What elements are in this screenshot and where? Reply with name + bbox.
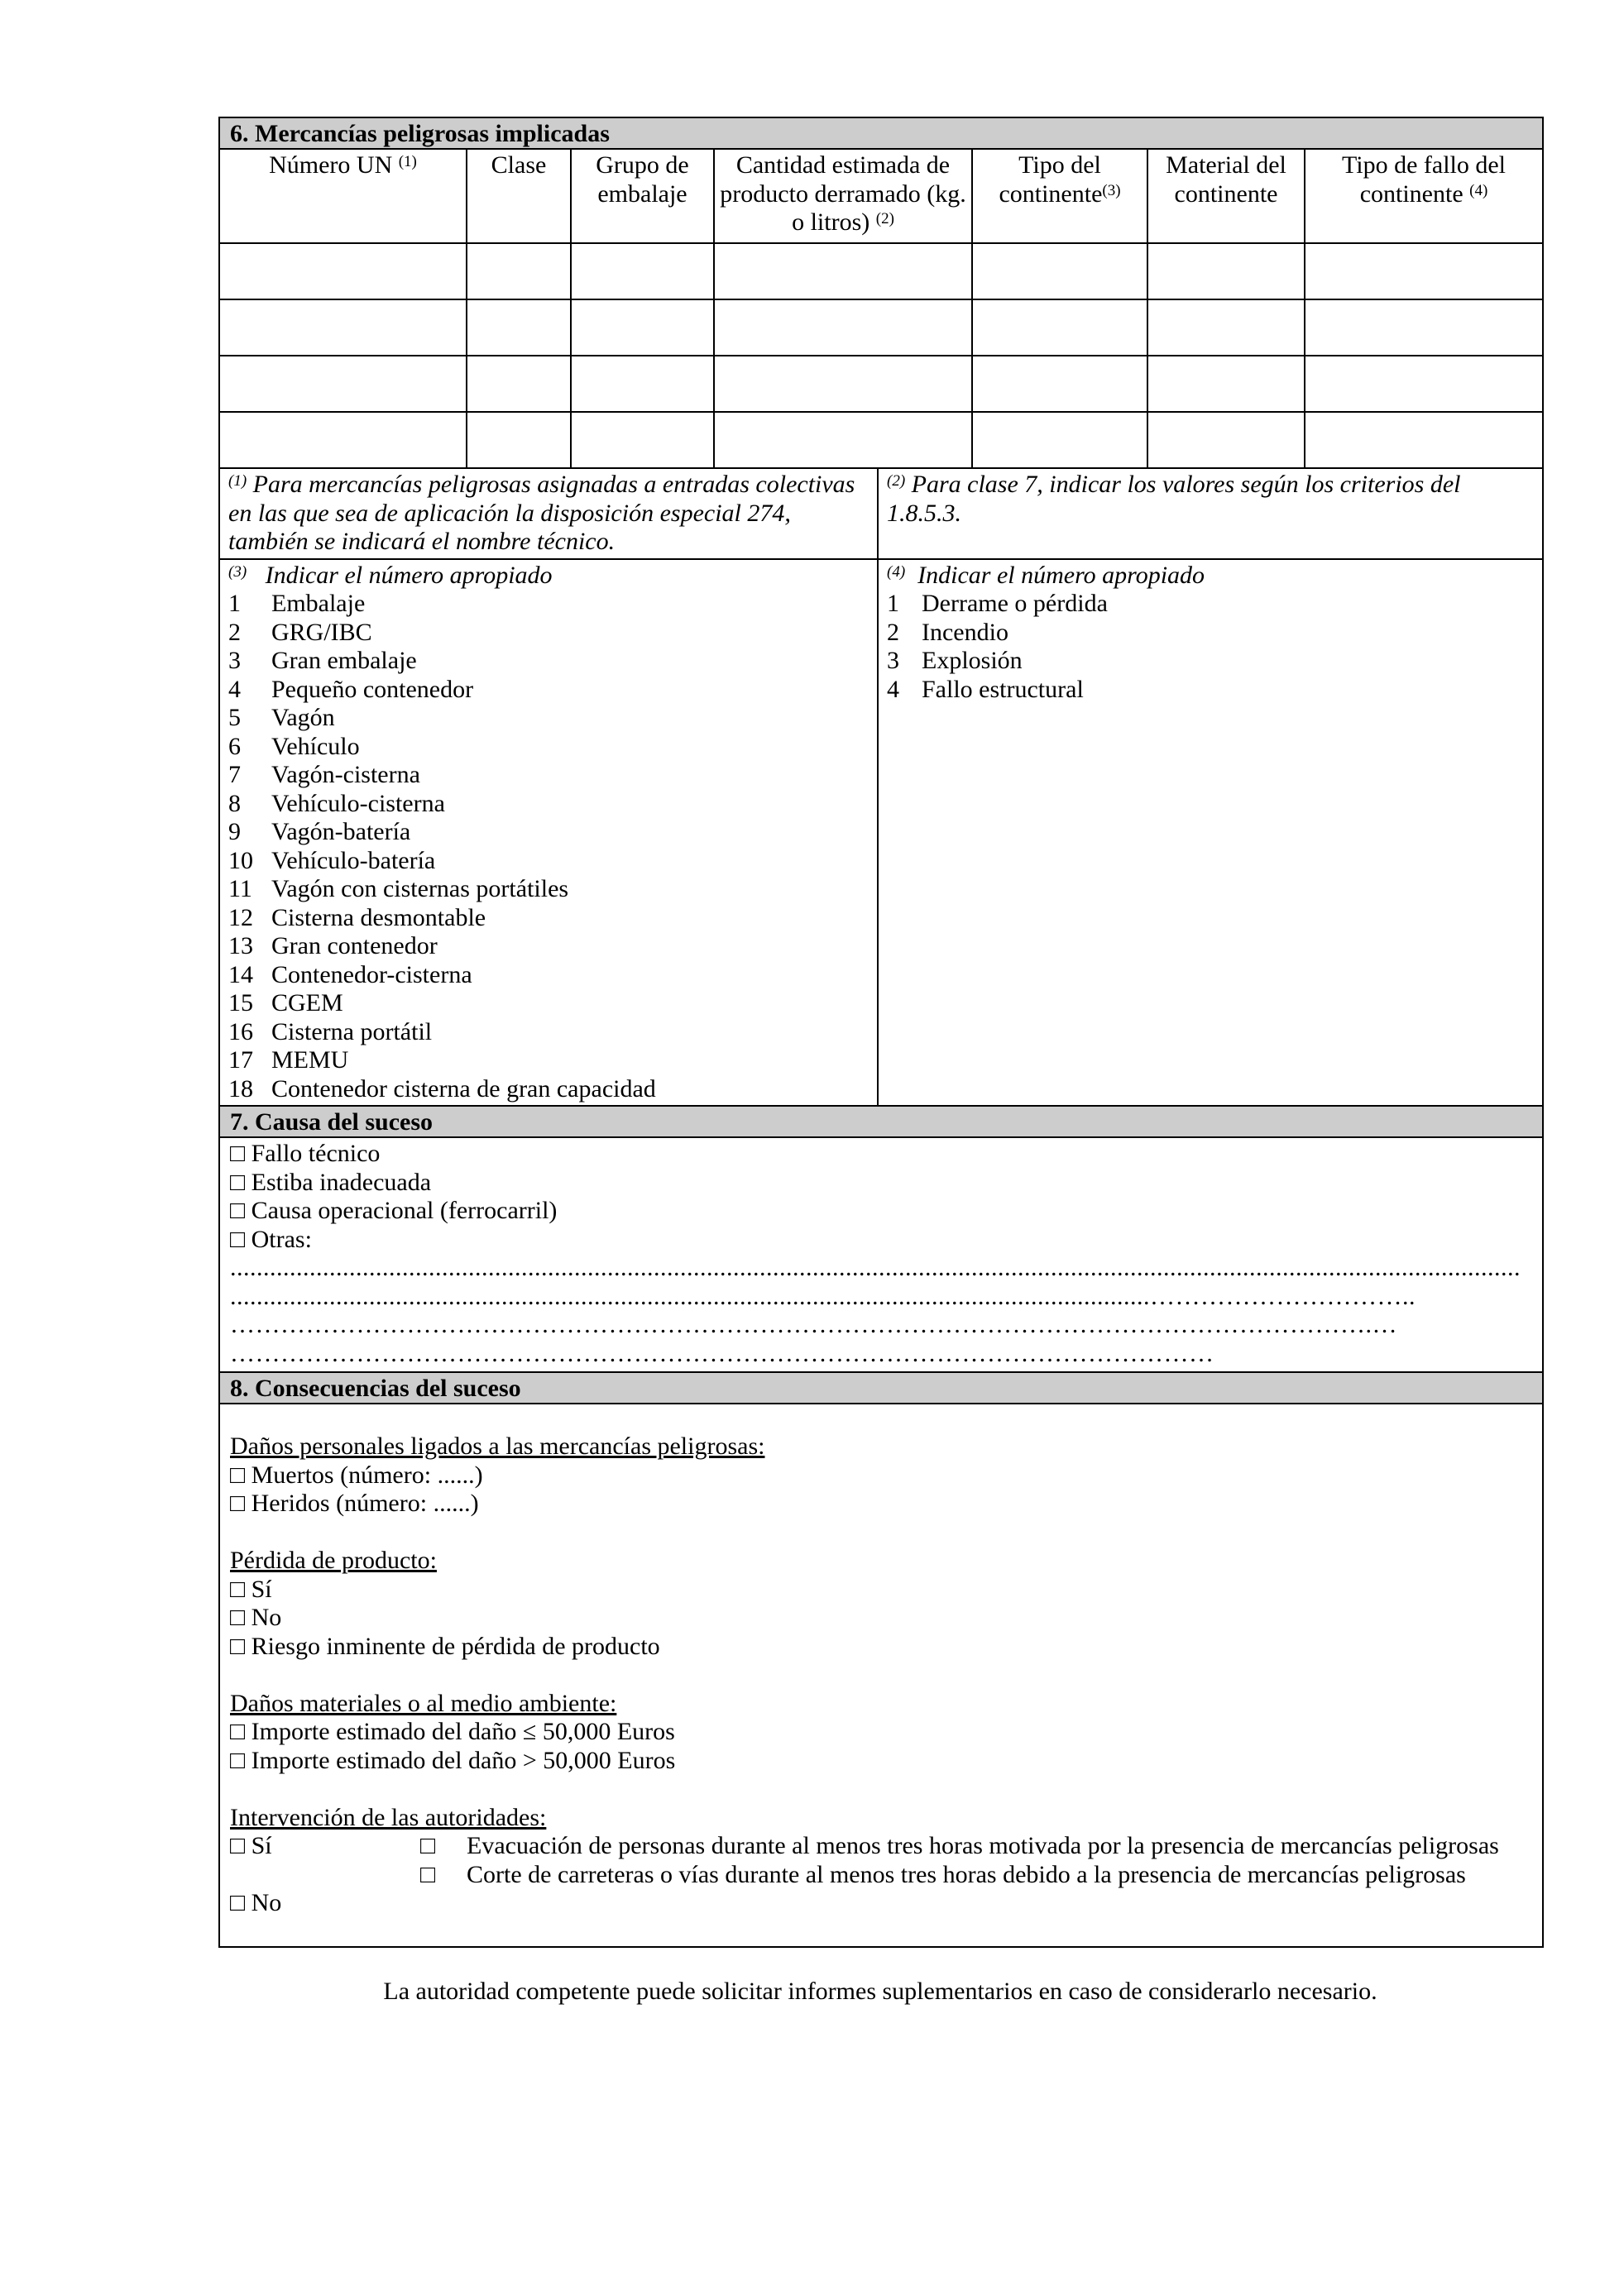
input-cell[interactable] <box>1305 243 1542 299</box>
input-cell[interactable] <box>972 299 1147 356</box>
list-item <box>228 761 869 790</box>
footnotes <box>220 467 1542 558</box>
list-item-number: 8 <box>228 789 241 817</box>
list-item <box>228 1018 869 1047</box>
col-class: Clase <box>467 150 571 243</box>
list-item-number: 13 <box>228 932 253 959</box>
list-item-number: 2 <box>228 618 241 646</box>
col-container-failure: Tipo de fallo del continente $^{(4)}$ <box>1305 150 1542 243</box>
dotted-line[interactable]: ……………………………………………………………………………………………………………………….… <box>230 1311 1397 1338</box>
form-frame <box>218 117 1544 1948</box>
checkbox-deaths[interactable]: □ Muertos (número: ......) <box>230 1461 483 1489</box>
personal-damage-title: Daños personales ligados a las mercancías peligrosas: <box>230 1433 765 1460</box>
input-cell[interactable] <box>1147 412 1305 467</box>
list-item-number: 12 <box>228 903 253 931</box>
list-item-number: 18 <box>228 1074 253 1103</box>
input-cell[interactable] <box>1305 299 1542 356</box>
input-cell[interactable] <box>467 243 571 299</box>
authorities-options <box>230 1832 1532 1889</box>
list-item <box>228 989 869 1018</box>
input-cell[interactable] <box>1305 412 1542 467</box>
failure-type-list <box>879 560 1542 1106</box>
list-item-number: 1 <box>887 590 899 617</box>
goods-table-header <box>220 150 1542 243</box>
list-item-number: 7 <box>228 761 241 788</box>
list-item <box>228 790 869 819</box>
checkbox-loss-no[interactable]: □ No <box>230 1604 282 1631</box>
input-cell[interactable] <box>220 356 467 412</box>
dotted-line[interactable]: ................................................................................................................................................................................................... <box>230 1254 1521 1281</box>
list-item-label: Vagón con cisternas portátiles <box>271 875 569 902</box>
dotted-line[interactable]: ...........................................................................................................................................………………………….. <box>230 1282 1416 1310</box>
list-item-label: Cisterna desmontable <box>271 903 486 931</box>
input-cell[interactable] <box>467 412 571 467</box>
list-item-number: 11 <box>228 875 252 902</box>
list-title: $^{(4)}$ Indicar el número apropiado <box>887 561 1205 589</box>
checkbox-damage-low[interactable]: □ Importe estimado del daño ≤ 50,000 Euros <box>230 1718 675 1745</box>
section-8-title: 8. Consecuencias del suceso <box>220 1373 1542 1404</box>
list-item <box>887 676 1534 705</box>
col-un-number: Número UN $^{(1)}$ <box>220 150 467 243</box>
authorities-title: Intervención de las autoridades: <box>230 1803 547 1831</box>
product-loss-title: Pérdida de producto: <box>230 1547 437 1574</box>
list-item <box>887 619 1534 648</box>
list-item-label: Derrame o pérdida <box>922 590 1108 617</box>
section-7 <box>220 1105 1542 1371</box>
list-item-number: 3 <box>887 647 899 674</box>
col-packing-group: Grupo de embalaje <box>571 150 714 243</box>
input-cell[interactable] <box>714 299 972 356</box>
list-item-number: 17 <box>228 1046 253 1074</box>
table-row <box>220 243 1542 299</box>
checkbox-damage-high[interactable]: □ Importe estimado del daño > 50,000 Euros <box>230 1746 676 1774</box>
input-cell[interactable] <box>1147 299 1305 356</box>
consequences <box>220 1404 1542 1946</box>
checkbox-loss-yes[interactable]: □ Sí <box>230 1575 272 1603</box>
checkbox-technical-failure[interactable]: □ Fallo técnico <box>230 1140 381 1167</box>
goods-table <box>220 150 1542 467</box>
list-item <box>228 676 869 705</box>
list-item-label: GRG/IBC <box>271 618 372 646</box>
list-item <box>228 1046 869 1075</box>
input-cell[interactable] <box>467 356 571 412</box>
list-item-number: 3 <box>228 647 241 674</box>
list-item-label: Vehículo-cisterna <box>271 789 445 817</box>
list-item-label: Contenedor cisterna de gran capacidad <box>271 1074 656 1103</box>
col-container-type: Tipo del continente$^{(3)}$ <box>972 150 1147 243</box>
list-item <box>228 733 869 762</box>
list-item-label: Vagón-cisterna <box>271 761 420 788</box>
list-item-label: Gran embalaje <box>271 647 417 674</box>
list-title: $^{(3)}$ Indicar el número apropiado <box>228 561 553 589</box>
checkbox-authorities-yes[interactable]: □ Sí <box>230 1832 272 1859</box>
input-cell[interactable] <box>1305 356 1542 412</box>
footer-note: La autoridad competente puede solicitar informes suplementarios en caso de considerarlo necesario. <box>383 1978 1377 2005</box>
list-item-label: Contenedor-cisterna <box>271 960 472 988</box>
section-6-title: 6. Mercancías peligrosas implicadas <box>220 118 1542 150</box>
checkbox-road-closure[interactable]: □ Corte de carreteras o vías durante al menos tres horas debido a la presencia de mercancías peligrosas <box>420 1860 1466 1888</box>
input-cell[interactable] <box>220 243 467 299</box>
footnote-2: $^{(2)}$ Para clase 7, indicar los valores según los criterios del 1.8.5.3. <box>887 471 1461 527</box>
list-item-number: 4 <box>228 675 241 703</box>
input-cell[interactable] <box>972 412 1147 467</box>
list-item <box>228 704 869 733</box>
input-cell[interactable] <box>714 243 972 299</box>
list-item-label: Vehículo <box>271 732 360 760</box>
list-item-label: Vagón-batería <box>271 818 411 845</box>
list-item-label: Vagón <box>271 704 335 731</box>
list-item <box>887 590 1534 619</box>
list-item-number: 1 <box>228 590 241 617</box>
table-row <box>220 356 1542 412</box>
list-item-number: 4 <box>887 675 899 703</box>
list-item-label: MEMU <box>271 1046 349 1074</box>
list-item <box>228 1075 869 1104</box>
section-8 <box>220 1371 1542 1946</box>
col-container-material: Material del continente <box>1147 150 1305 243</box>
list-item <box>228 961 869 990</box>
list-item-label: Vehículo-batería <box>271 846 436 874</box>
list-item-number: 10 <box>228 846 253 874</box>
list-item <box>228 904 869 933</box>
list-item-label: Embalaje <box>271 590 366 617</box>
list-item-label: CGEM <box>271 989 343 1016</box>
checkbox-icon: □ <box>420 1832 436 1859</box>
input-cell[interactable] <box>467 299 571 356</box>
list-item <box>228 647 869 676</box>
list-item <box>887 647 1534 676</box>
list-item-number: 5 <box>228 704 241 731</box>
checkbox-other[interactable]: □ Otras: <box>230 1225 312 1253</box>
col-estimated-quantity: Cantidad estimada de producto derramado (kg. o litros) $^{(2)}$ <box>714 150 972 243</box>
footnote-1: $^{(1)}$ Para mercancías peligrosas asignadas a entradas colectivas en las que sea de aplicación la disposición especial 274, también se indicará el nombre técnico. <box>220 469 879 558</box>
list-item-number: 16 <box>228 1017 253 1045</box>
list-item <box>228 818 869 847</box>
list-item-number: 2 <box>887 618 899 646</box>
checkbox-evacuation[interactable]: □ Evacuación de personas durante al menos tres horas motivada por la presencia de mercancías peligrosas <box>420 1832 1499 1859</box>
list-item-number: 15 <box>228 989 253 1016</box>
material-damage-title: Daños materiales o al medio ambiente: <box>230 1689 617 1717</box>
checkbox-icon: □ <box>420 1860 436 1888</box>
input-cell[interactable] <box>714 412 972 467</box>
authorities-suboptions <box>420 1832 1532 1889</box>
checkbox-injured[interactable]: □ Heridos (número: ......) <box>230 1490 479 1517</box>
table-row <box>220 299 1542 356</box>
input-cell[interactable] <box>571 243 714 299</box>
code-lists <box>220 558 1542 1106</box>
checkbox-operational-cause[interactable]: □ Causa operacional (ferrocarril) <box>230 1197 558 1224</box>
list-item-number: 9 <box>228 818 241 845</box>
input-cell[interactable] <box>220 412 467 467</box>
list-item <box>228 847 869 876</box>
input-cell[interactable] <box>571 299 714 356</box>
list-item-number: 6 <box>228 732 241 760</box>
input-cell[interactable] <box>1147 243 1305 299</box>
input-cell[interactable] <box>972 243 1147 299</box>
checkbox-authorities-no[interactable]: □ No <box>230 1889 282 1916</box>
list-item-label: Explosión <box>922 647 1023 674</box>
list-item-label: Gran contenedor <box>271 932 438 959</box>
report-form <box>218 117 1544 2005</box>
cause-options <box>220 1138 1542 1371</box>
list-item <box>228 875 869 904</box>
input-cell[interactable] <box>1147 356 1305 412</box>
input-cell[interactable] <box>972 356 1147 412</box>
list-item-label: Incendio <box>922 618 1008 646</box>
list-item-label: Fallo estructural <box>922 675 1084 703</box>
checkbox-loss-imminent[interactable]: □ Riesgo inminente de pérdida de producto <box>230 1632 660 1660</box>
list-item <box>228 590 869 619</box>
list-item-label: Pequeño contenedor <box>271 675 474 703</box>
list-item-label: Cisterna portátil <box>271 1017 433 1045</box>
input-cell[interactable] <box>220 299 467 356</box>
container-type-list <box>220 560 879 1106</box>
section-7-title: 7. Causa del suceso <box>220 1107 1542 1138</box>
table-row <box>220 412 1542 467</box>
input-cell[interactable] <box>714 356 972 412</box>
input-cell[interactable] <box>571 412 714 467</box>
checkbox-inadequate-stowage[interactable]: □ Estiba inadecuada <box>230 1168 432 1196</box>
dotted-line[interactable]: ……………………………………………………………………………………………………… <box>230 1339 1214 1367</box>
list-item <box>228 932 869 961</box>
input-cell[interactable] <box>571 356 714 412</box>
list-item-number: 14 <box>228 960 253 988</box>
list-item <box>228 619 869 648</box>
